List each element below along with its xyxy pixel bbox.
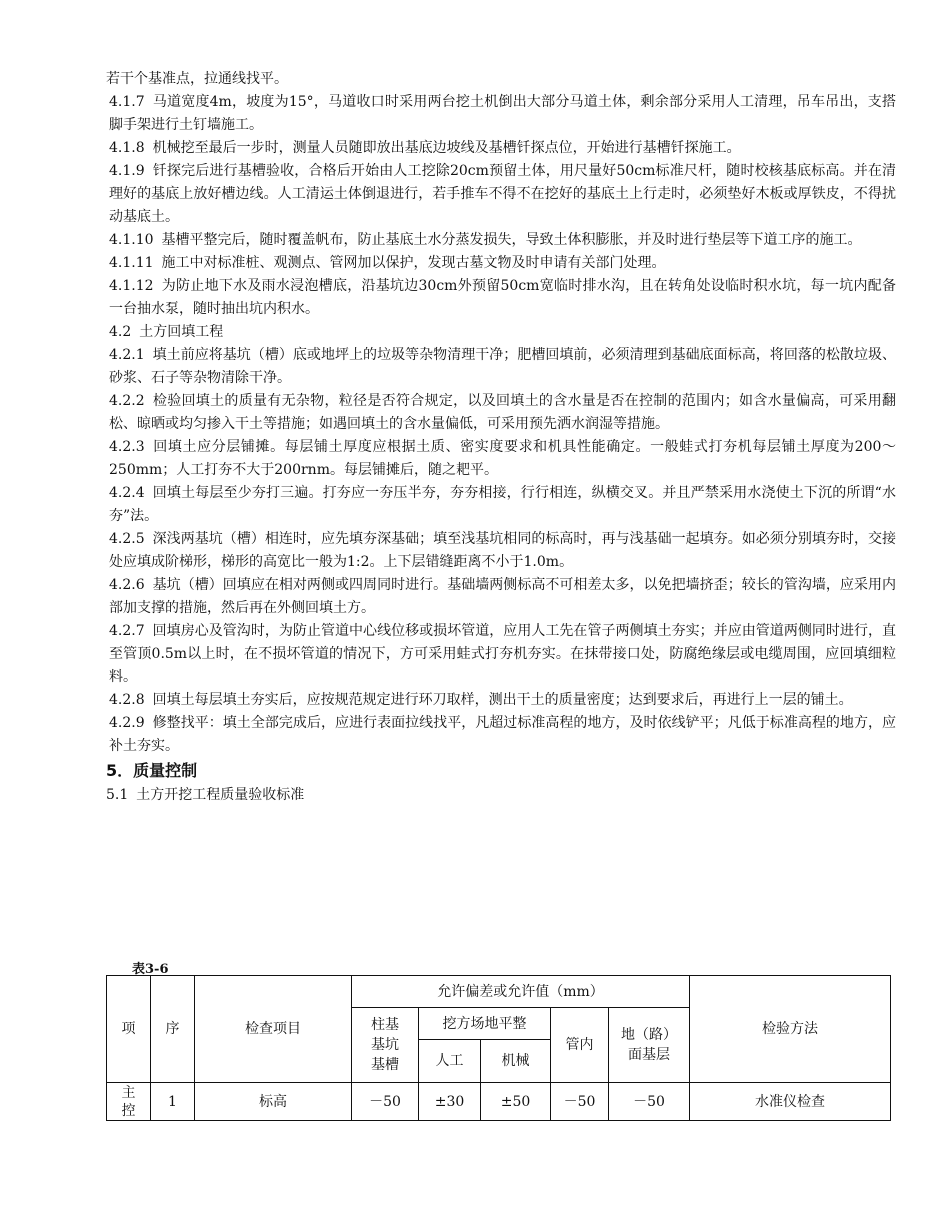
paragraph: [106, 436, 896, 482]
subsection-text: 土方开挖工程质量验收标准: [136, 787, 305, 803]
paragraph: [106, 528, 896, 574]
paragraph-text: 回填房心及管沟时，为防止管道中心线位移或损坏管道，应用人工先在管子两侧填土夯实；并应由管道两侧同时进行，直至管顶0.5m以上时，在不损坏管道的情况下，方可采用蛙式打夯机夯实。在抹带接口处，防腐绝缘层或电缆周围，应回填细粒料。: [109, 623, 896, 685]
paragraph: [106, 620, 896, 689]
table-row: [107, 1083, 891, 1121]
paragraph-text: 检验回填土的质量有无杂物，粒径是否符合规定，以及回填土的含水量是否在控制的范围内；如含水量偏高，可采用翻松、晾晒或均匀掺入干土等措施；如遇回填土的含水量偏低，可采用预先洒水润湿等措施。: [109, 393, 896, 432]
paragraph-number: 4.2.3: [109, 439, 145, 455]
paragraph-number: 4.2: [109, 324, 132, 340]
paragraph-number: 4.1.7: [109, 94, 145, 110]
paragraph-text: 深浅两基坑（槽）相连时，应先填夯深基础；填至浅基坑相同的标高时，再与浅基础一起填夯。如必须分别填夯时，交接处应填成阶梯形，梯形的高宽比一般为1:2。上下层错缝距离不小于1.0m。: [109, 531, 896, 570]
subsection-number: 5.1: [106, 787, 129, 803]
cell-seq: 1: [151, 1083, 195, 1121]
paragraph-number: 4.2.8: [109, 692, 145, 708]
section-heading: 5．质量控制: [106, 761, 198, 780]
paragraph: [106, 252, 896, 275]
header-tolerance: 允许偏差或允许值（mm）: [352, 976, 690, 1008]
paragraph-text: 填土前应将基坑（槽）底或地坪上的垃圾等杂物清理干净；肥槽回填前，必须清理到基础底面标高，将回落的松散垃圾、砂浆、石子等杂物清除干净。: [109, 347, 896, 386]
document-body: [106, 68, 896, 807]
paragraph: [106, 275, 896, 321]
quality-standard-table: [106, 975, 891, 1121]
cell-item: 主控: [107, 1083, 151, 1121]
paragraph-number: 4.1.8: [109, 140, 145, 156]
paragraph: [106, 712, 896, 758]
paragraph-text: 为防止地下水及雨水浸泡槽底，沿基坑边30cm外预留50cm宽临时排水沟，且在转角处设临时积水坑，每一坑内配备一台抽水泵，随时抽出坑内积水。: [109, 278, 896, 317]
paragraph-number: 4.1.10: [109, 232, 154, 248]
paragraph-text: 机械挖至最后一步时，测量人员随即放出基底边坡线及基槽钎探点位，开始进行基槽钎探施工。: [152, 140, 741, 156]
paragraph-text: 土方回填工程: [139, 324, 224, 340]
paragraph-text: 回填土应分层铺摊。每层铺土厚度应根据土质、密实度要求和机具性能确定。一般蛙式打夯机每层铺土厚度为200～250mm；人工打夯不大于200rnm。每层铺摊后，随之耙平。: [109, 439, 896, 478]
paragraph-number: 4.2.2: [109, 393, 145, 409]
cell-machine: ±50: [481, 1083, 551, 1121]
header-machine: 机械: [481, 1040, 551, 1083]
paragraph: [106, 344, 896, 390]
paragraph: [106, 390, 896, 436]
paragraph-number: 4.1.11: [109, 255, 154, 271]
paragraph-number: 4.1.9: [109, 163, 145, 179]
paragraph: [106, 137, 896, 160]
paragraph-number: 4.2.1: [109, 347, 145, 363]
paragraph-number: 4.2.9: [109, 715, 145, 731]
header-check-item: 检查项目: [195, 976, 352, 1083]
table-caption: 表3-6: [132, 962, 169, 977]
paragraph-number: 4.1.12: [109, 278, 154, 294]
cell-check: 标高: [195, 1083, 352, 1121]
paragraph-text: 回填土每层至少夯打三遍。打夯应一夯压半夯，夯夯相接，行行相连，纵横交叉。并且严禁采用水浇使土下沉的所谓“水夯”法。: [109, 485, 896, 524]
header-method: 检验方法: [690, 976, 891, 1083]
paragraph-text: 钎探完后进行基槽验收，合格后开始由人工挖除20cm预留土体，用尺量好50cm标准尺杆，随时校核基底标高。并在清理好的基底上放好槽边线。人工清运土体倒退进行，若手推车不得不在挖好的基底土上行走时，必须垫好木板或厚铁皮，不得扰动基底土。: [109, 163, 896, 225]
paragraph: [106, 574, 896, 620]
subsection-heading: [106, 784, 896, 807]
header-ground: 地（路）面基层: [609, 1008, 690, 1083]
paragraph: [106, 229, 896, 252]
cell-manual: ±30: [419, 1083, 481, 1121]
paragraph-number: 4.2.4: [109, 485, 145, 501]
paragraph-text: 修整找平：填土全部完成后，应进行表面拉线找平，凡超过标准高程的地方，及时依线铲平；凡低于标准高程的地方，应补土夯实。: [109, 715, 896, 754]
header-pipe: 管内: [551, 1008, 609, 1083]
paragraph-text: 施工中对标准桩、观测点、管网加以保护，发现古墓文物及时申请有关部门处理。: [161, 255, 666, 271]
cell-method: 水准仪检查: [690, 1083, 891, 1121]
paragraph: [106, 482, 896, 528]
paragraph: [106, 321, 896, 344]
paragraph-text: 回填土每层填土夯实后，应按规范规定进行环刀取样，测出干土的质量密度；达到要求后，再进行上一层的铺土。: [152, 692, 853, 708]
paragraph-number: 4.2.6: [109, 577, 145, 593]
paragraph-number: 4.2.7: [109, 623, 145, 639]
paragraph-text: 若干个基准点，拉通线找平。: [106, 71, 288, 87]
paragraph: [106, 68, 896, 91]
header-seq: 序: [151, 976, 195, 1083]
paragraph: [106, 160, 896, 229]
paragraph-text: 基坑（槽）回填应在相对两侧或四周同时进行。基础墙两侧标高不可相差太多，以免把墙挤歪；较长的管沟墙，应采用内部加支撑的措施，然后再在外侧回填土方。: [109, 577, 896, 616]
cell-pipe: －50: [551, 1083, 609, 1121]
paragraph: [106, 91, 896, 137]
paragraph-text: 基槽平整完后，随时覆盖帆布，防止基底土水分蒸发损失，导致土体积膨胀，并及时进行垫层等下道工序的施工。: [161, 232, 862, 248]
header-site-leveling: 挖方场地平整: [419, 1008, 551, 1040]
cell-ground: －50: [609, 1083, 690, 1121]
paragraph: [106, 689, 896, 712]
header-manual: 人工: [419, 1040, 481, 1083]
header-item: 项: [107, 976, 151, 1083]
cell-pit: －50: [352, 1083, 419, 1121]
paragraph-text: 马道宽度4m，坡度为15°，马道收口时采用两台挖土机倒出大部分马道土体，剩余部分采用人工清理，吊车吊出，支搭脚手架进行土钉墙施工。: [109, 94, 896, 133]
header-pit: 柱基基坑基槽: [352, 1008, 419, 1083]
paragraph-number: 4.2.5: [109, 531, 145, 547]
